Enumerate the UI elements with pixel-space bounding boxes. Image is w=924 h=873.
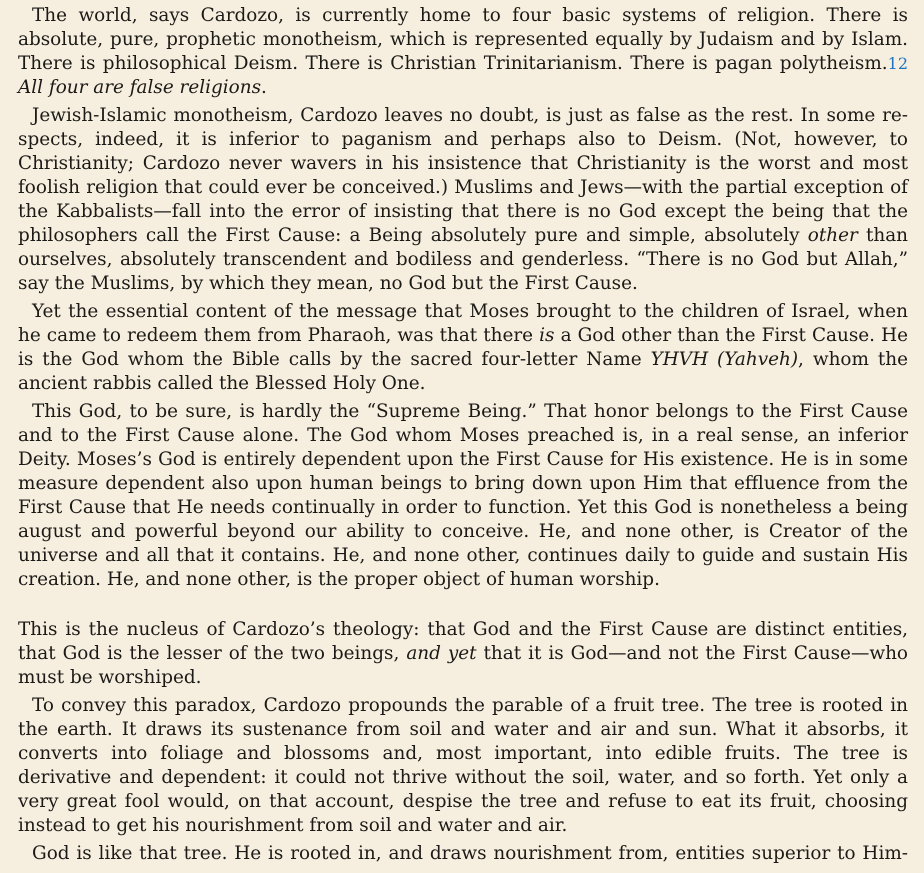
paragraph-message-of-moses — [18, 300, 908, 396]
text-run: To convey this paradox, Cardozo propounds the parable of a fruit tree. The tree is rooted in the earth. It draws its sustenance from soil and water and air and sun. What it absorbs, it converts into foliage and blossoms and, most important, into edible fruits. The tree is derivative and dependent: it could not thrive without the soil, water, and so forth. Yet only a very great fool would, on that account, despise the tree and refuse to eat its fruit, choosing instead to get his nourishment from soil and water and air. — [18, 695, 908, 836]
paragraph-four-religions — [18, 4, 908, 100]
text-run: Jewish-Islamic monotheism, Cardozo leaves no doubt, is just as false as the rest. In some respects, indeed, it is inferior to paganism and perhaps also to Deism. (Not, however, to Christianity; Cardozo never wavers in his insistence that Christianity is the worst and most foolish religion that could ever be conceived.) Muslims and Jews—with the partial exception of the Kabbalists—fall into the error of insisting that there is no God except the being that the philosophers call the First Cause: a Being absolutely pure and simple, absolutely — [18, 105, 908, 246]
paragraph-inferior-deity — [18, 400, 908, 592]
text-run: than ourselves, absolutely transcendent and bodiless and genderless. “There is no God but Allah,” say the Muslims, by which they mean, no God but the First Cause. — [18, 225, 909, 294]
text-run: Yet the essential content of the message that Moses brought to the children of Israel, when he came to redeem them from Pharaoh, was that there — [18, 301, 908, 346]
paragraph-fruit-tree-parable — [18, 694, 908, 838]
text-run: The world, says Cardozo, is currently home to four basic systems of religion. There is absolute, pure, prophetic monotheism, which is represented equally by Judaism and by Islam. There is philosophical Deism. There is Christian Trinitarianism. There is pagan polytheism. — [18, 5, 908, 74]
paragraph-god-like-tree — [18, 842, 908, 866]
italic-text-run: is — [539, 325, 555, 346]
paragraph-nucleus-of-theology — [18, 618, 908, 690]
italic-text-run: YHVH (Yahveh) — [650, 349, 799, 370]
footnote-ref-link[interactable]: 12 — [887, 54, 908, 73]
text-run: This God, to be sure, is hardly the “Supreme Being.” That honor belongs to the First Cause and to the First Cause alone. The God whom Moses preached is, in a real sense, an inferior Deity. Moses’s God is entirely dependent upon the First Cause for His existence. He is in some measure dependent also upon human beings to bring down upon Him that effluence from the First Cause that He needs continually in order to function. Yet this God is nonetheless a being august and powerful beyond our ability to conceive. He, and none other, is Creator of the universe and all that it contains. He, and none other, continues daily to guide and sustain His creation. He, and none other, is the proper object of human worship. — [18, 401, 908, 590]
italic-text-run: and yet — [406, 643, 477, 664]
text-run: God is like that tree. He is rooted in, and draws nourishment from, entities superior to Him- — [32, 843, 908, 864]
text-run: This is the nucleus of Cardozo’s theology: that God and the First Cause are distinct entities, that God is the lesser of the two beings, — [18, 619, 908, 664]
text-run: , whom the ancient rabbis called the Blessed Holy One. — [18, 349, 908, 394]
text-run: that it is God—and not the First Cause—who must be worshiped. — [18, 643, 908, 688]
text-run: a God other than the First Cause. He is the God whom the Bible calls by the sacred four-letter Name — [18, 325, 909, 370]
text-run: . — [261, 77, 267, 98]
italic-text-run: other — [807, 225, 858, 246]
paragraph-jewish-islamic-monotheism — [18, 104, 908, 296]
italic-text-run: All four are false religions — [18, 77, 262, 98]
